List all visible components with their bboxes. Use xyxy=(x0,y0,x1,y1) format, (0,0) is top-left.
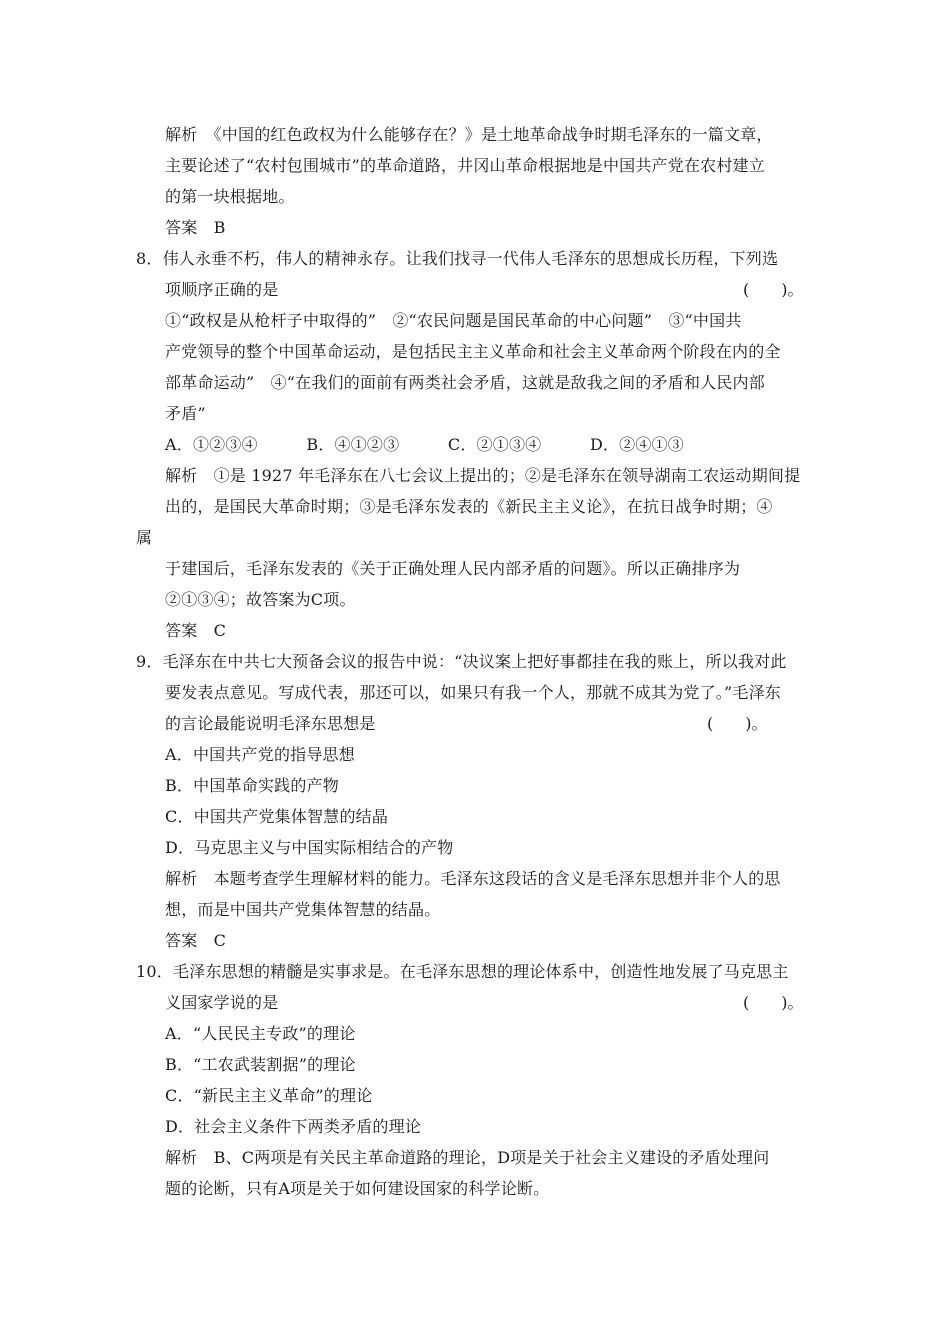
q7-analysis-line: 主要论述了“农村包围城市”的革命道路，井冈山革命根据地是中国共产党在农村建立 xyxy=(165,156,765,175)
q9-answer: 答案 C xyxy=(165,931,227,950)
q8-analysis-line: 属 xyxy=(136,528,153,547)
q8-item-line: 部革命运动” ④“在我们的面前有两类社会矛盾，这就是敌我之间的矛盾和人民内部 xyxy=(165,373,765,392)
q9-stem-line: 9．毛泽东在中共七大预备会议的报告中说：“决议案上把好事都挂在我的账上，所以我对此 xyxy=(136,652,787,671)
q10-answer-blank: ( )。 xyxy=(743,993,804,1012)
q8-answer-blank: ( )。 xyxy=(743,280,804,299)
q8-stem-line: 项顺序正确的是 xyxy=(165,280,279,299)
q8-analysis-line: 解析 ①是 1927 年毛泽东在八七会议上提出的；②是毛泽东在领导湖南工农运动期间提 xyxy=(165,466,801,485)
q9-stem-line: 要发表点意见。写成代表，那还可以，如果只有我一个人，那就不成其为党了。”毛泽东 xyxy=(165,683,781,702)
q8-answer: 答案 C xyxy=(165,621,227,640)
q8-item-line: ①“政权是从枪杆子中取得的” ②“农民问题是国民革命的中心问题” ③“中国共 xyxy=(165,311,742,330)
q10-analysis-line: 题的论断，只有A项是关于如何建设国家的科学论断。 xyxy=(165,1179,550,1198)
q9-analysis-line: 解析 本题考查学生理解材料的能力。毛泽东这段话的含义是毛泽东思想并非个人的思 xyxy=(165,869,781,888)
q9-stem-line: 的言论最能说明毛泽东思想是 xyxy=(165,714,376,733)
q7-analysis-line: 的第一块根据地。 xyxy=(165,187,295,206)
q9-analysis-line: 想，而是中国共产党集体智慧的结晶。 xyxy=(165,900,441,919)
q10-option: A．“人民民主专政”的理论 xyxy=(165,1024,356,1043)
q8-item-line: 产党领导的整个中国革命运动，是包括民主主义革命和社会主义革命两个阶段在内的全 xyxy=(165,342,781,361)
q8-options: A．①②③④ B．④①②③ C．②①③④ D．②④①③ xyxy=(165,435,684,454)
q9-option: D．马克思主义与中国实际相结合的产物 xyxy=(165,838,454,857)
q9-option: A．中国共产党的指导思想 xyxy=(165,745,355,764)
q8-stem-line: 8．伟人永垂不朽，伟人的精神永存。让我们找寻一代伟人毛泽东的思想成长历程，下列选 xyxy=(136,249,779,268)
q9-answer-blank: ( )。 xyxy=(707,714,768,733)
q10-stem-line: 义国家学说的是 xyxy=(165,993,279,1012)
q7-analysis-line: 解析 《中国的红色政权为什么能够存在？》是土地革命战争时期毛泽东的一篇文章， xyxy=(165,125,773,144)
q10-option: D．社会主义条件下两类矛盾的理论 xyxy=(165,1117,422,1136)
q8-item-line: 矛盾” xyxy=(165,404,206,423)
q8-analysis-line: 出的，是国民大革命时期；③是毛泽东发表的《新民主主义论》，在抗日战争时期；④ xyxy=(165,497,773,516)
q7-answer: 答案 B xyxy=(165,218,226,237)
q10-option: B．“工农武装割据”的理论 xyxy=(165,1055,356,1074)
q9-option: B．中国革命实践的产物 xyxy=(165,776,339,795)
q10-stem-line: 10．毛泽东思想的精髓是实事求是。在毛泽东思想的理论体系中，创造性地发展了马克思主 xyxy=(136,962,789,981)
q8-analysis-line: 于建国后，毛泽东发表的《关于正确处理人民内部矛盾的问题》。所以正确排序为 xyxy=(165,559,741,578)
q8-analysis-line: ②①③④；故答案为C项。 xyxy=(165,590,356,609)
q10-option: C．“新民主主义革命”的理论 xyxy=(165,1086,373,1105)
q10-analysis-line: 解析 B、C两项是有关民主革命道路的理论，D项是关于社会主义建设的矛盾处理问 xyxy=(165,1148,770,1167)
q9-option: C．中国共产党集体智慧的结晶 xyxy=(165,807,389,826)
